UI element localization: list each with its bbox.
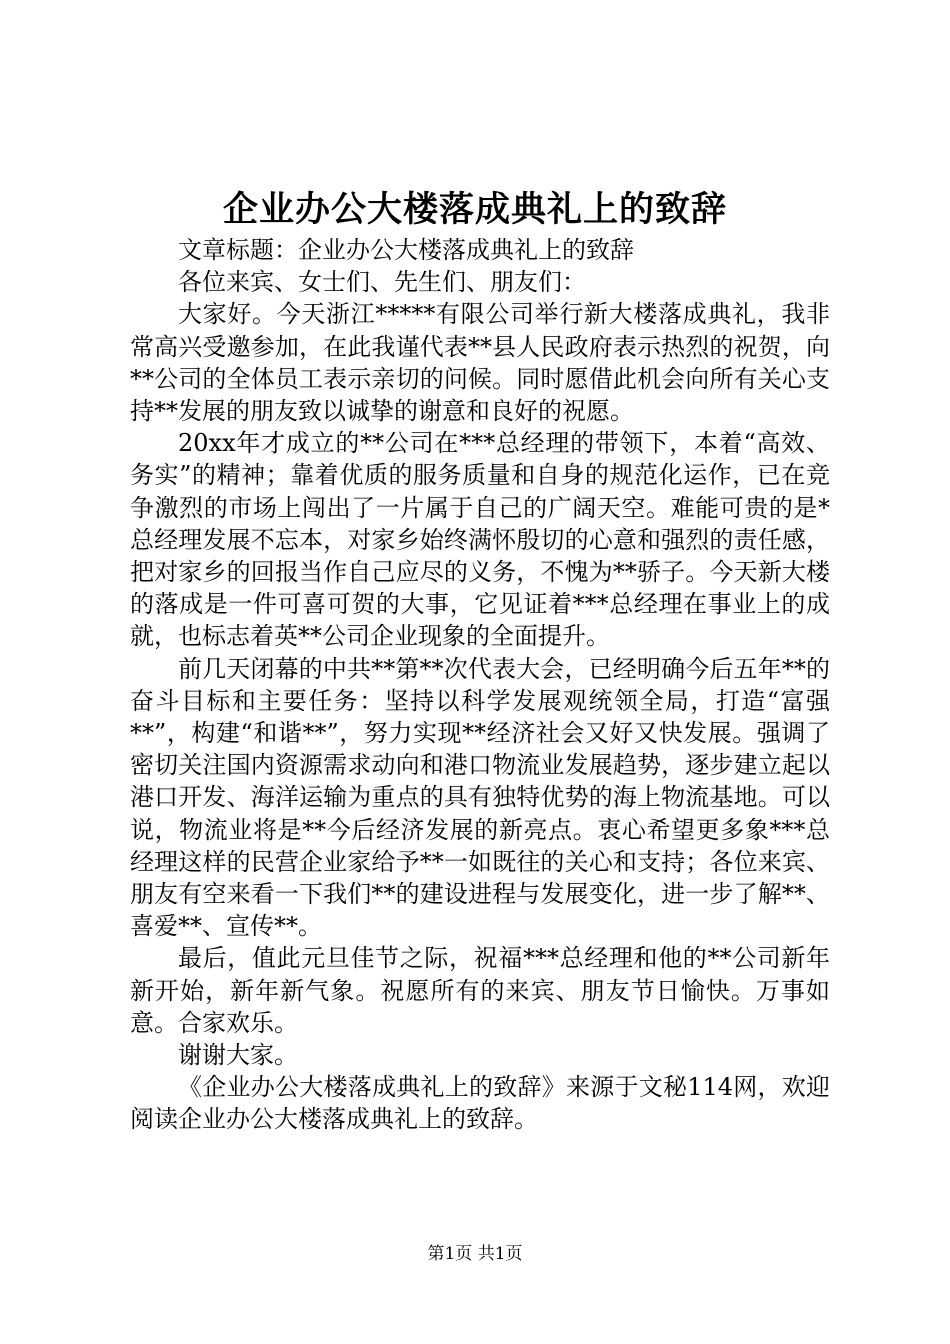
document-body — [130, 234, 830, 1136]
paragraph-company-history: 20xx年才成立的**公司在***总经理的带领下，本着“高效、务实”的精神；靠着优质的服务质量和自身的规范化运作，已在竞争激烈的市场上闯出了一片属于自己的广阔天空。难能可贵的是*总经理发展不忘本，对家乡始终满怀殷切的心意和强烈的责任感，把对家乡的回报当作自己应尽的义务，不愧为**骄子。今天新大楼的落成是一件可喜可贺的大事，它见证着***总经理在事业上的成就，也标志着英**公司企业现象的全面提升。 — [130, 429, 830, 651]
paragraph-congress: 前几天闭幕的中共**第**次代表大会，已经明确今后五年**的奋斗目标和主要任务：坚持以科学发展观统领全局，打造“富强**”，构建“和谐**”，努力实现**经济社会又好又快发展。强调了密切关注国内资源需求动向和港口物流业发展趋势，逐步建立起以港口开发、海洋运输为重点的具有独特优势的海上物流基地。可以说，物流业将是**今后经济发展的新亮点。衷心希望更多象***总经理这样的民营企业家给予**一如既往的关心和支持；各位来宾、朋友有空来看一下我们**的建设进程与发展变化，进一步了解**、喜爱**、宣传**。 — [130, 654, 830, 941]
paragraph-source-note: 《企业办公大楼落成典礼上的致辞》来源于文秘114网，欢迎阅读企业办公大楼落成典礼上的致辞。 — [130, 1073, 830, 1134]
page-footer: 第1页 共1页 — [427, 1244, 523, 1264]
paragraph-greeting: 大家好。今天浙江*****有限公司举行新大楼落成典礼，我非常高兴受邀参加，在此我谨代表**县人民政府表示热烈的祝贺，向**公司的全体员工表示亲切的问候。同时愿借此机会向所有关心支持**发展的朋友致以诚挚的谢意和良好的祝愿。 — [130, 300, 830, 426]
salutation: 各位来宾、女士们、先生们、朋友们： — [178, 268, 586, 297]
paragraph-thanks: 谢谢大家。 — [178, 1041, 298, 1070]
document-title: 企业办公大楼落成典礼上的致辞 — [222, 189, 727, 230]
paragraph-closing-wishes: 最后，值此元旦佳节之际，祝福***总经理和他的**公司新年新开始，新年新气象。祝愿所有的来宾、朋友节日愉快。万事如意。合家欢乐。 — [130, 944, 830, 1037]
article-title-line: 文章标题：企业办公大楼落成典礼上的致辞 — [178, 236, 634, 264]
